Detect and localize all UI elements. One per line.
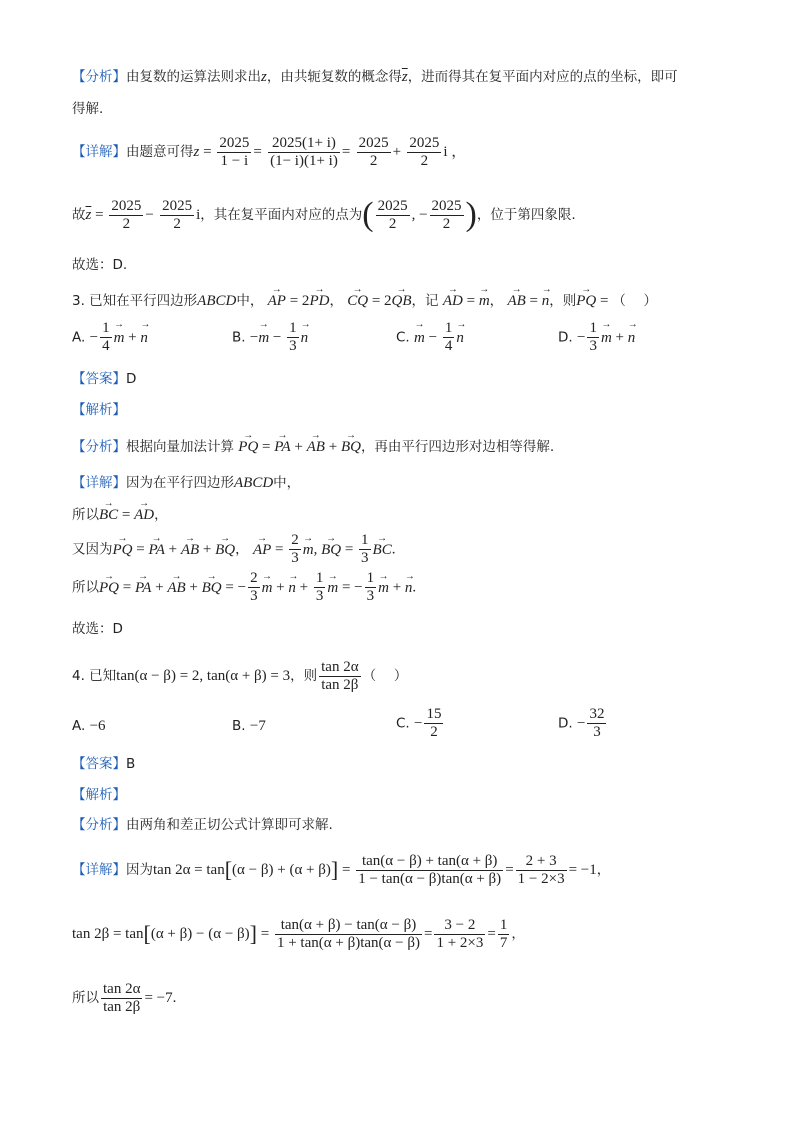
option-b: B. −7 xyxy=(232,718,266,734)
option-d: D. − $\frac{32}{3}$ xyxy=(558,706,605,740)
q4-detail-line3: 所以 $\frac{\tan 2\alpha}{\tan 2\beta}$ = −7. xyxy=(72,980,177,1015)
q4-detail-line2: tan 2β = tan[(α + β) − (α − β)] = $\frac{\tan(\alpha + \beta) - \tan(\alpha - \beta)}{1 + \tan(\alpha + \beta)\tan(\alpha - \beta)}$ = $\frac{3 - 2}{1 + 2\times 3}$ = $\frac{1}{7}$ ， xyxy=(72,916,525,951)
option-b: B. −→ m − $\frac{1}{3}$ → n xyxy=(232,320,308,355)
option-c: C. − $\frac{15}{2}$ xyxy=(396,706,442,740)
q4-jiexi: 【解析】 xyxy=(72,787,126,803)
q3-stem: 3. 已知在平行四边形ABCD中， → AP = 2→ PD， → CQ = 2→ QB，记 → AD = → m， → AB = → n，则→ PQ = （ ） xyxy=(72,292,657,310)
q4-stem: 4. 已知tan(α − β) = 2, tan(α + β) = 3，则 $\frac{\tan 2\alpha}{\tan 2\beta}$ （ ） xyxy=(72,658,408,693)
q2-answer: 故选：D. xyxy=(72,257,128,273)
option-c: C. → m − $\frac{1}{4}$ → n xyxy=(396,320,464,355)
fraction: $\frac{2025}{2}$ xyxy=(431,197,462,232)
q2-analysis-line: 【分析】由复数的运算法则求出z，由共轭复数的概念得z，进而得其在复平面内对应的点的坐标，即可 xyxy=(72,69,678,85)
q3-answer: 【答案】D xyxy=(72,371,137,387)
q3-detail-line2: 所以→ BC = → AD， xyxy=(72,506,168,524)
q4-answer: 【答案】B xyxy=(72,756,136,772)
fraction: $\frac{2025}{1 - i}$ xyxy=(219,134,250,169)
q3-jiexi: 【解析】 xyxy=(72,402,126,418)
option-d: D. − $\frac{1}{3}$ → m + → n xyxy=(558,320,635,355)
q3-detail-line4: 所以→ PQ = → PA + → AB + → BQ = − $\frac{2}{3}$ → m + → n + $\frac{1}{3}$ → m = − $\frac{1}{3}$ → m + → n. xyxy=(72,570,416,605)
analysis-tag: 【分析】 xyxy=(72,69,126,85)
q3-detail-line1: 【详解】因为在平行四边形ABCD中， xyxy=(72,475,301,491)
fraction: $\frac{2025}{2}$ xyxy=(377,197,408,232)
q3-final: 故选：D xyxy=(72,621,123,637)
q2-detail-line2: 故z = $\frac{2025}{2}$ − $\frac{2025}{2}$ i，其在复平面内对应的点为( $\frac{2025}{2}$ , − $\frac{2025}{2}$ )，位于第四象限. xyxy=(72,196,576,233)
q2-detail-line1: 【详解】由题意可得z = $\frac{2025}{1 - i}$ = $\frac{2025(1+ i)}{(1- i)(1+ i)}$ = $\frac{2025}{2}$ + $\frac{2025}{2}$ i ， xyxy=(72,134,467,169)
q4-detail-line1: 【详解】因为tan 2α = tan[(α − β) + (α + β)] = $\frac{\tan(\alpha - \beta) + \tan(\alpha + \beta)}{1 - \tan(\alpha - \beta)\tan(\alpha + \beta)}$ = $\frac{2 + 3}{1 - 2\times 3}$ = −1， xyxy=(72,852,611,887)
q3-detail-line3: 又因为→ PQ = → PA + → AB + → BQ， → AP = $\frac{2}{3}$ → m, → BQ = $\frac{1}{3}$ → BC. xyxy=(72,532,395,567)
fraction: $\frac{2025}{2}$ xyxy=(409,134,440,169)
fraction: $\frac{2025}{2}$ xyxy=(111,197,142,232)
option-a: A. − $\frac{1}{4}$ → m + → n xyxy=(72,320,148,355)
q3-analysis: 【分析】根据向量加法计算 → PQ = → PA + → AB + → BQ，再由平行四边形对边相等得解. xyxy=(72,438,554,456)
fraction: $\frac{2025}{2}$ xyxy=(162,197,193,232)
fraction: $\frac{2025(1+ i)}{(1- i)(1+ i)}$ xyxy=(270,134,338,169)
q2-analysis-line2: 得解. xyxy=(72,101,104,117)
detail-tag: 【详解】 xyxy=(72,144,126,160)
fraction: $\frac{2025}{2}$ xyxy=(358,134,389,169)
option-a: A. −6 xyxy=(72,718,106,734)
q4-analysis: 【分析】由两角和差正切公式计算即可求解. xyxy=(72,817,333,833)
